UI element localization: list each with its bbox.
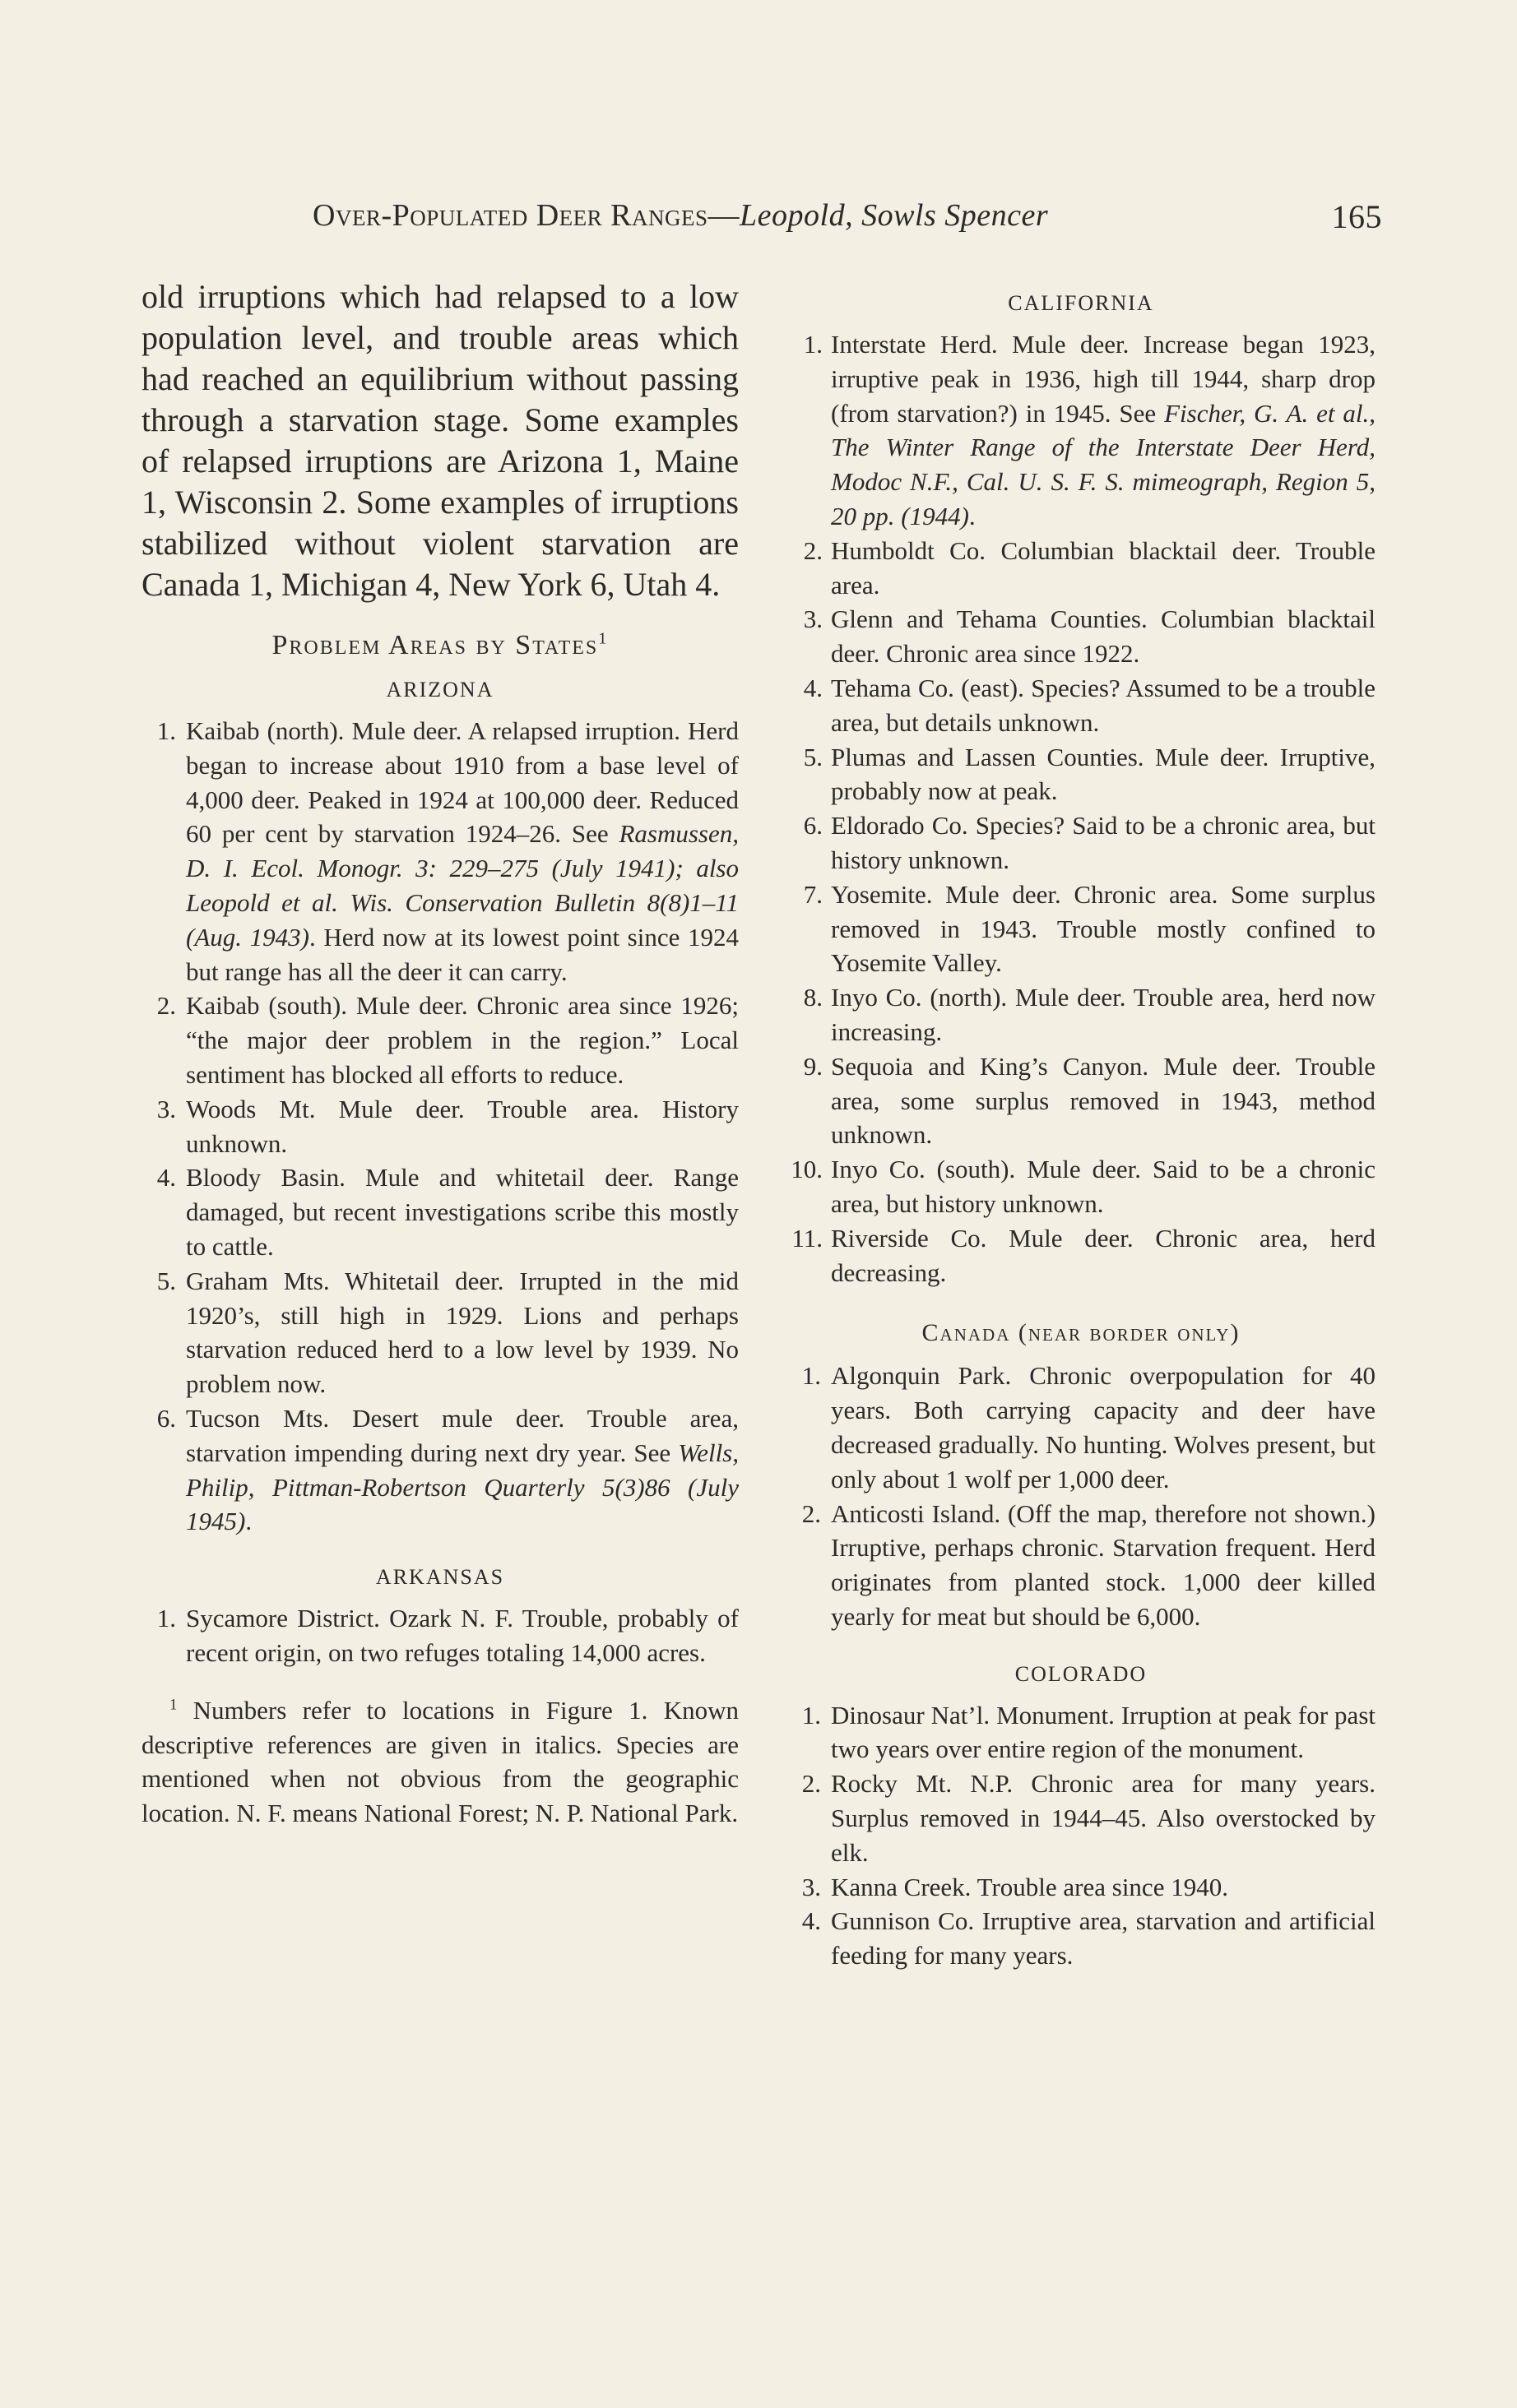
canada-list	[786, 1359, 1376, 1633]
list-item	[786, 740, 1376, 809]
footnote-text: Numbers refer to locations in Figure 1. Known descriptive references are given in italics. Species are mentioned when not obvious from the geographic location. N. F. means National Forest; N. P. National Park.	[141, 1695, 739, 1828]
item-text: Bloody Basin. Mule and whitetail deer. Range damaged, but recent investigations scribe this mostly to cattle.	[186, 1163, 739, 1261]
item-text: Kaibab (south). Mule deer. Chronic area since 1926; “the major deer problem in the region.” Local sentiment has blocked all efforts to reduce.	[186, 991, 739, 1089]
item-number: 6.	[803, 811, 823, 840]
list-item	[786, 1497, 1376, 1634]
item-reference: Rasmussen, D. I. Ecol. Monogr. 3: 229–275 (July 1941); also Leopold et al. Wis. Conservation Bulletin 8(8)1–11 (Aug. 1943)	[186, 819, 739, 952]
item-text: Dinosaur Nat’l. Monument. Irruption at peak for past two years over entire region of the monument.	[831, 1700, 1376, 1764]
item-text: Humboldt Co. Columbian blacktail deer. Trouble area.	[831, 535, 1376, 600]
item-number: 2.	[801, 1498, 821, 1528]
item-text: Woods Mt. Mule deer. Trouble area. History unknown.	[186, 1094, 739, 1158]
item-number: 5.	[803, 742, 823, 771]
list-item	[786, 602, 1376, 671]
list-item	[141, 989, 739, 1091]
item-number: 10.	[791, 1155, 823, 1184]
state-heading-canada: Canada (near border only)	[921, 1319, 1241, 1347]
list-item	[786, 327, 1376, 534]
item-text: Graham Mts. Whitetail deer. Irrupted in the mid 1920’s, still high in 1929. Lions and perhaps starvation reduced herd to a low level by 1939. No problem now.	[186, 1266, 739, 1399]
item-text: Interstate Herd. Mule deer. Increase began 1923, irruptive peak in 1936, high till 1944, sharp drop (from starvation?) in 1945. See	[831, 330, 1376, 428]
item-number: 2.	[156, 991, 176, 1021]
item-text: Sequoia and King’s Canyon. Mule deer. Trouble area, some surplus removed in 1943, method unknown.	[831, 1051, 1376, 1150]
item-text: Yosemite. Mule deer. Chronic area. Some surplus removed in 1943. Trouble mostly confined to Yosemite Valley.	[831, 879, 1376, 978]
item-reference: Wells, Philip, Pittman-Robertson Quarterly 5(3)86 (July 1945)	[186, 1438, 739, 1536]
item-text: Tehama Co. (east). Species? Assumed to be a trouble area, but details unknown.	[831, 673, 1376, 737]
list-item	[141, 1264, 739, 1401]
item-number: 1.	[801, 1700, 821, 1730]
list-item	[141, 1160, 739, 1263]
arkansas-list	[141, 1601, 739, 1670]
right-column	[786, 276, 1376, 1973]
item-number: 1.	[156, 1604, 176, 1633]
item-number: 4.	[156, 1163, 176, 1192]
item-number: 3.	[801, 1872, 821, 1901]
item-text: Anticosti Island. (Off the map, therefore not shown.) Irruptive, perhaps chronic. Starvation frequent. Herd originates from planted stock. 1,000 deer killed yearly for meat but should be 6,000.	[831, 1498, 1376, 1631]
list-item	[141, 1092, 739, 1161]
list-item	[786, 1904, 1376, 1973]
item-text: Sycamore District. Ozark N. F. Trouble, probably of recent origin, on two refuges totaling 14,000 acres.	[186, 1604, 739, 1667]
list-item	[786, 671, 1376, 740]
footnote	[141, 1693, 739, 1831]
item-text: Plumas and Lassen Counties. Mule deer. Irruptive, probably now at peak.	[831, 742, 1376, 806]
item-text-after: .	[968, 501, 976, 530]
running-header	[313, 197, 1382, 247]
section-title-text: Problem Areas by States	[271, 630, 599, 660]
item-number: 8.	[803, 983, 823, 1012]
list-item	[786, 1698, 1376, 1767]
state-heading-arkansas: ARKANSAS	[375, 1565, 505, 1590]
list-item	[786, 808, 1376, 878]
section-title	[141, 630, 739, 661]
list-item	[786, 534, 1376, 603]
item-text: Kanna Creek. Trouble area since 1940.	[831, 1872, 1228, 1901]
list-item	[786, 980, 1376, 1049]
item-number: 7.	[803, 879, 823, 909]
state-heading-arizona: ARIZONA	[386, 678, 494, 702]
list-item	[786, 1767, 1376, 1869]
item-number: 2.	[801, 1769, 821, 1799]
item-number: 1.	[801, 1361, 821, 1391]
item-text: Rocky Mt. N.P. Chronic area for many years. Surplus removed in 1944–45. Also overstocked by elk.	[831, 1769, 1376, 1867]
item-number: 2.	[803, 535, 823, 565]
list-item	[786, 1221, 1376, 1290]
item-number: 5.	[156, 1266, 176, 1295]
list-item	[786, 1359, 1376, 1496]
item-text: Inyo Co. (south). Mule deer. Said to be a chronic area, but history unknown.	[831, 1155, 1376, 1218]
list-item	[786, 878, 1376, 980]
item-text: Eldorado Co. Species? Said to be a chronic area, but history unknown.	[831, 811, 1376, 874]
item-number: 11.	[791, 1223, 823, 1253]
item-text: Algonquin Park. Chronic overpopulation for 40 years. Both carrying capacity and deer have decreased gradually. No hunting. Wolves present, but only about 1 wolf per 1,000 deer.	[831, 1361, 1376, 1493]
item-text: Kaibab (north). Mule deer. A relapsed irruption. Herd began to increase about 1910 from a base level of 4,000 deer. Peaked in 1924 at 100,000 deer. Reduced 60 per cent by starvation 1924–26. See	[186, 716, 739, 849]
item-number: 3.	[803, 604, 823, 634]
left-column	[141, 276, 739, 1831]
item-number: 9.	[803, 1051, 823, 1081]
list-item	[786, 1152, 1376, 1221]
section-footnote-mark: 1	[598, 629, 609, 648]
intro-paragraph: old irruptions which had relapsed to a low population level, and trouble areas which had reached an equilibrium without passing through a starvation stage. Some examples of relapsed irruptions are Arizona 1, Maine 1, Wisconsin 2. Some examples of irruptions stabilized without violent starvation are Canada 1, Michigan 4, New York 6, Utah 4.	[141, 278, 739, 603]
item-text: Glenn and Tehama Counties. Columbian blacktail deer. Chronic area since 1922.	[831, 604, 1376, 669]
list-item	[141, 714, 739, 989]
item-text: Inyo Co. (north). Mule deer. Trouble area, herd now increasing.	[831, 983, 1376, 1046]
running-title-text: Over-Populated Deer Ranges—	[313, 198, 740, 233]
list-item	[141, 1601, 739, 1670]
footnote-mark: 1	[169, 1696, 178, 1714]
state-heading-california: CALIFORNIA	[1008, 291, 1154, 315]
state-heading-colorado: COLORADO	[1014, 1661, 1148, 1686]
arizona-list	[141, 714, 739, 1539]
item-text: Gunnison Co. Irruptive area, starvation and artificial feeding for many years.	[831, 1906, 1376, 1970]
running-title	[313, 197, 1048, 234]
item-number: 1.	[803, 330, 823, 359]
list-item	[141, 1401, 739, 1539]
item-number: 4.	[801, 1906, 821, 1936]
item-number: 3.	[156, 1094, 176, 1123]
item-number: 6.	[156, 1403, 176, 1433]
colorado-list	[786, 1698, 1376, 1973]
list-item	[786, 1870, 1376, 1905]
running-title-authors: Leopold, Sowls Spencer	[740, 198, 1049, 233]
item-number: 4.	[803, 673, 823, 702]
item-text: Riverside Co. Mule deer. Chronic area, herd decreasing.	[831, 1223, 1376, 1287]
list-item	[786, 1049, 1376, 1152]
item-reference: Fischer, G. A. et al., The Winter Range of the Interstate Deer Herd, Modoc N.F., Cal. U. S. F. S. mimeograph, Region 5, 20 pp. (1944)	[831, 398, 1376, 530]
item-text-after: .	[245, 1507, 253, 1536]
item-number: 1.	[156, 716, 176, 745]
item-text: Tucson Mts. Desert mule deer. Trouble area, starvation impending during next dry year. See	[186, 1403, 739, 1467]
page-number: 165	[1331, 198, 1382, 235]
item-text-after: . Herd now at its lowest point since 1924 but range has all the deer it can carry.	[186, 922, 739, 986]
california-list	[786, 327, 1376, 1290]
